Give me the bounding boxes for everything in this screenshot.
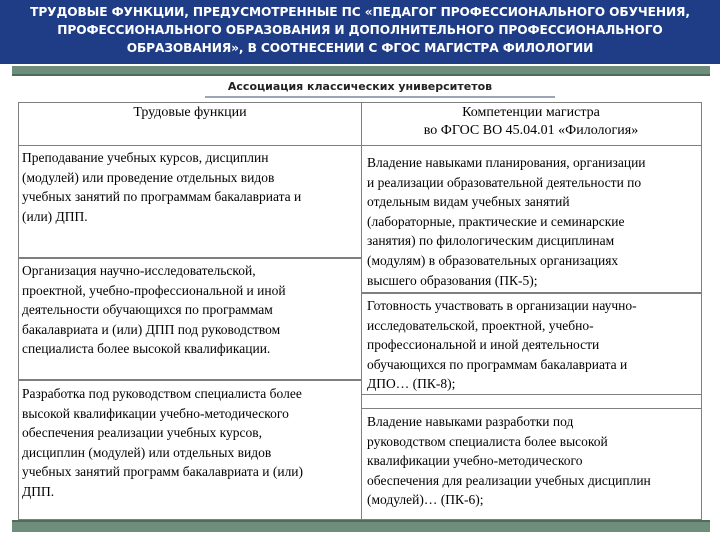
decorative-band-bottom [12, 522, 710, 532]
left-cell-3 [22, 384, 303, 502]
cell-line: деятельности обучающихся по программам [22, 302, 273, 318]
cell-line: (модулям) в образовательных организациях [367, 252, 619, 268]
cell-line: занятия) по филологическим дисциплинам [367, 233, 615, 249]
cell-line: Владение навыками разработки под [367, 414, 574, 429]
left-cell-2 [22, 261, 286, 359]
cell-line: квалификации учебно-методического [367, 453, 583, 469]
cell-line: ДПО… (ПК-8); [367, 376, 456, 392]
title-line-1: ТРУДОВЫЕ ФУНКЦИИ, ПРЕДУСМОТРЕННЫЕ ПС «ПЕДАГОГ ПРОФЕССИОНАЛЬНОГО ОБУЧЕНИЯ, [30, 5, 690, 19]
left-cell-1 [22, 148, 301, 226]
cell-line: специалиста более высокой квалификации. [22, 341, 271, 357]
cell-line: (модулей) или проведение отдельных видов [22, 169, 275, 185]
cell-line: исследовательской, проектной, учебно- [367, 317, 594, 333]
cell-line: (лабораторные, практические и семинарские [367, 213, 625, 229]
cell-line: проектной, учебно-профессиональной и иной [22, 282, 286, 298]
cell-line: высокой квалификации учебно-методического [22, 405, 289, 421]
left-column-header: Трудовые функции [133, 105, 247, 120]
right-header-line-2: во ФГОС ВО 45.04.01 «Филология» [423, 123, 639, 138]
cell-line: (модулей)… (ПК-6); [367, 492, 484, 508]
right-header-line-1: Компетенции магистра [462, 105, 600, 120]
cell-line: Владение навыками планирования, организации [367, 155, 646, 170]
cell-line: Разработка под руководством специалиста более [22, 386, 302, 401]
title-line-3: ОБРАЗОВАНИЯ», В СООТНЕСЕНИИ С ФГОС МАГИСТРА ФИЛОЛОГИИ [126, 41, 594, 55]
cell-line: Готовность участвовать в организации научно- [367, 298, 637, 313]
decorative-band-top-line [12, 74, 710, 76]
right-cell-2 [367, 296, 637, 394]
cell-line: учебных занятий программ бакалавриата и (или) [22, 464, 304, 480]
cell-line: высшего образования (ПК-5); [367, 272, 538, 288]
cell-line: учебных занятий по программам бакалавриата и [22, 189, 302, 205]
association-label: Ассоциация классических университетов [227, 80, 493, 93]
cell-line: и реализации образовательной деятельности по [367, 174, 642, 190]
cell-line: ДПП. [22, 483, 55, 499]
decorative-band-top [12, 66, 710, 74]
cell-line: обеспечения реализации учебных курсов, [22, 425, 262, 441]
cell-line: отдельным видам учебных занятий [367, 194, 570, 210]
title-line-2: ПРОФЕССИОНАЛЬНОГО ОБРАЗОВАНИЯ И ДОПОЛНИТЕЛЬНОГО ПРОФЕССИОНАЛЬНОГО [57, 23, 663, 37]
cell-line: профессиональной и иной деятельности [367, 337, 600, 353]
right-cell-1 [367, 153, 646, 290]
cell-line: Организация научно-исследовательской, [22, 263, 256, 278]
cell-line: обеспечения для реализации учебных дисциплин [367, 472, 651, 488]
association-underline [205, 96, 555, 98]
slide-title-banner [0, 0, 720, 64]
right-cell-3 [367, 412, 651, 510]
cell-line: Преподавание учебных курсов, дисциплин [22, 150, 269, 165]
cell-line: (или) ДПП. [22, 208, 88, 224]
cell-line: бакалавриата и (или) ДПП под руководством [22, 321, 281, 337]
cell-line: руководством специалиста более высокой [367, 433, 608, 449]
cell-line: дисциплин (модулей) или отдельных видов [22, 444, 272, 460]
cell-line: обучающихся по программам бакалавриата и [367, 356, 628, 372]
